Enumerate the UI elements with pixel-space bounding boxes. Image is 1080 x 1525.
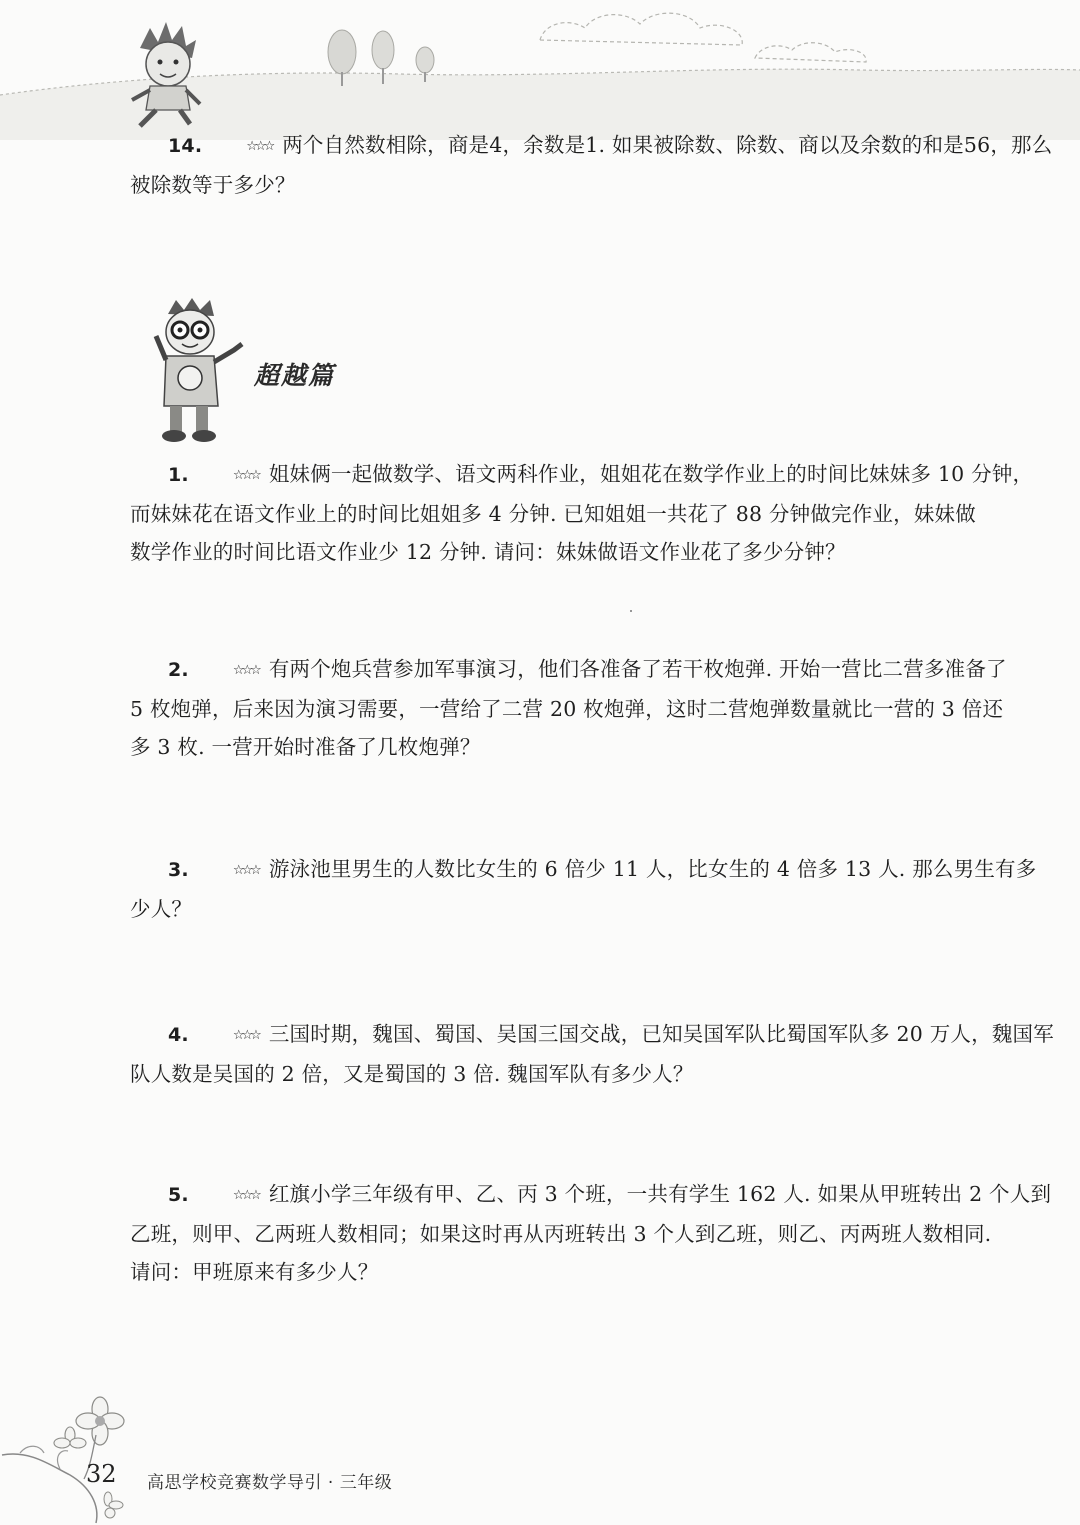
problem-line: 少人？ [130,897,193,921]
problem-number: 5. [168,1184,189,1206]
mascot-illustration [150,296,250,446]
problem-5 [130,1175,1052,1291]
difficulty-stars-icon: ☆☆☆ [232,1188,259,1203]
problem-14 [130,126,1053,204]
problem-4 [130,1015,1054,1093]
problem-line: 请问：甲班原来有多少人？ [130,1260,379,1284]
section-title: 超越篇 [254,361,336,390]
problem-number: 1. [168,464,189,486]
problem-3 [130,850,1037,928]
problem-line: 数学作业的时间比语文作业少 12 分钟. 请问：妹妹做语文作业花了多少分钟？ [130,540,846,564]
problem-line: 14. ☆☆☆ 两个自然数相除，商是4，余数是1. 如果被除数、除数、商以及余数的和是56，那么 [130,126,960,166]
problem-number: 3. [168,859,189,881]
problem-line: 而妹妹花在语文作业上的时间比姐姐多 4 分钟. 已知姐姐一共花了 88 分钟做完作业，妹妹做 [130,502,976,526]
difficulty-stars-icon: ☆☆☆ [246,139,273,154]
problem-line: 队人数是吴国的 2 倍，又是蜀国的 3 倍. 魏国军队有多少人？ [130,1062,694,1086]
header-illustration [0,0,1080,140]
difficulty-stars-icon: ☆☆☆ [232,468,259,483]
problem-1 [130,455,1034,571]
problem-line: 5 枚炮弹，后来因为演习需要，一营给了二营 20 枚炮弹，这时二营炮弹数量就比一营的 3 倍还 [130,697,1004,721]
problem-number: 14. [168,135,203,157]
problem-line: 多 3 枚. 一营开始时准备了几枚炮弹？ [130,735,481,759]
problem-line: 2. ☆☆☆ 有两个炮兵营参加军事演习，他们各准备了若干枚炮弹. 开始一营比二营多准备了 [130,650,960,690]
problem-line: 1. ☆☆☆ 姐妹俩一起做数学、语文两科作业，姐姐花在数学作业上的时间比妹妹多 10 分钟， [130,455,960,495]
flower-vine-illustration [0,1395,145,1525]
problem-line: 4. ☆☆☆ 三国时期，魏国、蜀国、吴国三国交战，已知吴国军队比蜀国军队多 20 万人，魏国军 [130,1015,960,1055]
problem-line: 5. ☆☆☆ 红旗小学三年级有甲、乙、丙 3 个班，一共有学生 162 人. 如果从甲班转出 2 个人到 [130,1175,960,1215]
problem-number: 4. [168,1024,189,1046]
problem-line: 3. ☆☆☆ 游泳池里男生的人数比女生的 6 倍少 11 人，比女生的 4 倍多 13 人. 那么男生有多 [130,850,960,890]
problem-line: 乙班，则甲、乙两班人数相同；如果这时再从丙班转出 3 个人到乙班，则乙、丙两班人数相同. [130,1222,992,1246]
problem-line: 被除数等于多少？ [130,173,296,197]
scan-speck [630,610,632,612]
difficulty-stars-icon: ☆☆☆ [232,863,259,878]
difficulty-stars-icon: ☆☆☆ [232,663,259,678]
problem-2 [130,650,1007,766]
problem-number: 2. [168,659,189,681]
difficulty-stars-icon: ☆☆☆ [232,1028,259,1043]
page-number: 32 [86,1460,117,1488]
book-title: 高思学校竞赛数学导引 · 三年级 [147,1473,393,1493]
